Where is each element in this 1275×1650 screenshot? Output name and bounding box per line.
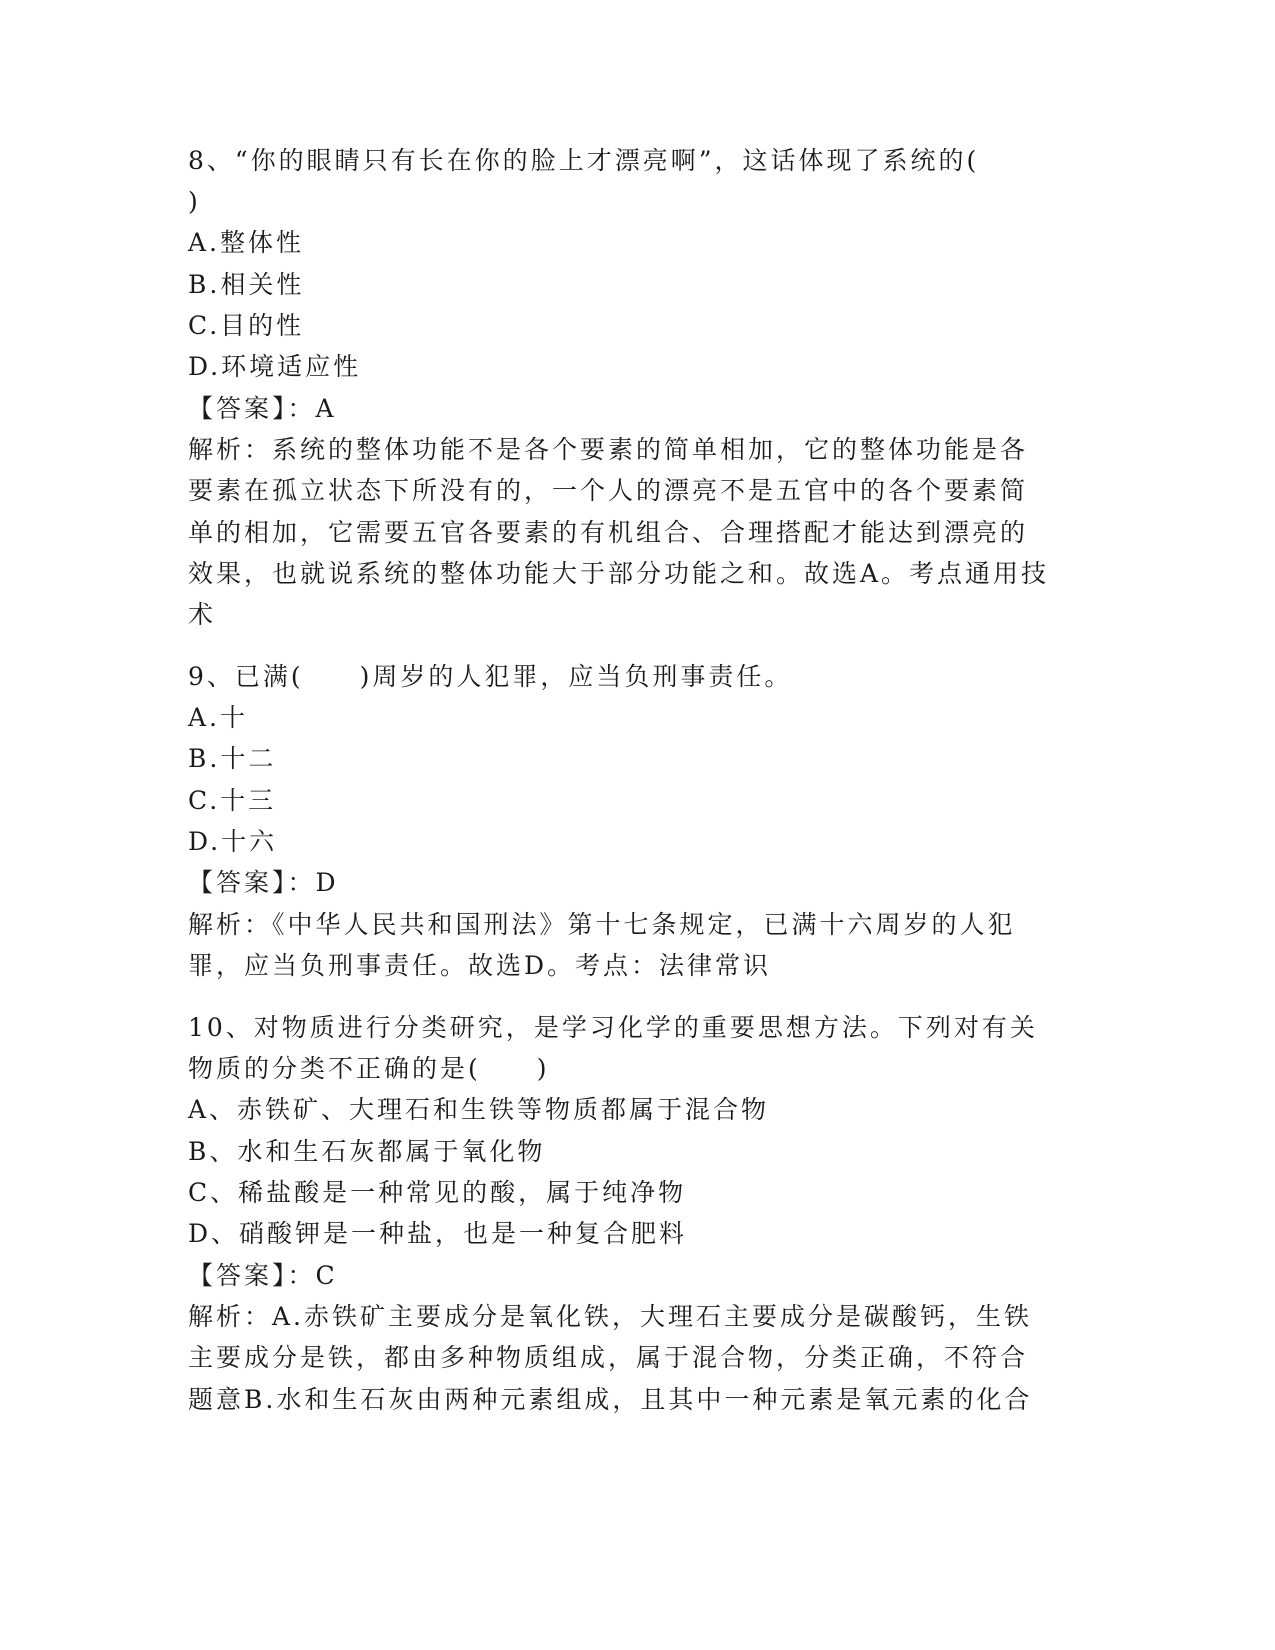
analysis-line: 解析：《中华人民共和国刑法》第十七条规定，已满十六周岁的人犯 <box>188 910 1016 939</box>
analysis-line: 单的相加，它需要五官各要素的有机组合、合理搭配才能达到漂亮的 <box>188 518 1029 547</box>
option-a: A、赤铁矿、大理石和生铁等物质都属于混合物 <box>188 1095 770 1124</box>
option-b: B、水和生石灰都属于氧化物 <box>188 1137 546 1166</box>
option-b: B.相关性 <box>188 270 305 299</box>
option-c: C、稀盐酸是一种常见的酸，属于纯净物 <box>188 1178 687 1207</box>
analysis-line: 解析：A.赤铁矿主要成分是氧化铁，大理石主要成分是碳酸钙，生铁 <box>188 1302 1033 1331</box>
option-d: D.十六 <box>188 827 278 856</box>
answer: 【答案】：C <box>188 1261 338 1290</box>
option-d: D、硝酸钾是一种盐，也是一种复合肥料 <box>188 1219 688 1248</box>
analysis-line: 要素在孤立状态下所没有的，一个人的漂亮不是五官中的各个要素简 <box>188 476 1029 505</box>
answer: 【答案】：D <box>188 868 339 897</box>
question-stem-line: 10、对物质进行分类研究，是学习化学的重要思想方法。下列对有关 <box>188 1013 1038 1042</box>
option-c: C.目的性 <box>188 311 305 340</box>
option-a: A.十 <box>188 703 249 732</box>
question-stem-line: ) <box>188 187 201 216</box>
analysis-line: 罪，应当负刑事责任。故选D。考点：法律常识 <box>188 951 772 980</box>
option-a: A.整体性 <box>188 228 305 257</box>
analysis-line: 效果，也就说系统的整体功能大于部分功能之和。故选A。考点通用技 <box>188 559 1050 588</box>
question-stem-line: 9、已满( )周岁的人犯罪，应当负刑事责任。 <box>188 662 793 691</box>
option-d: D.环境适应性 <box>188 352 362 381</box>
option-b: B.十二 <box>188 744 277 773</box>
analysis-line: 题意B.水和生石灰由两种元素组成，且其中一种元素是氧元素的化合 <box>188 1385 1033 1414</box>
analysis-line: 解析：系统的整体功能不是各个要素的简单相加，它的整体功能是各 <box>188 435 1029 464</box>
question-stem-line: 物质的分类不正确的是( ) <box>188 1054 550 1083</box>
analysis-line: 术 <box>188 600 217 629</box>
option-c: C.十三 <box>188 786 277 815</box>
question-stem-line: 8、“你的眼睛只有长在你的脸上才漂亮啊”，这话体现了系统的( <box>188 146 980 175</box>
analysis-line: 主要成分是铁，都由多种物质组成，属于混合物，分类正确，不符合 <box>188 1343 1029 1372</box>
answer: 【答案】：A <box>188 394 337 423</box>
